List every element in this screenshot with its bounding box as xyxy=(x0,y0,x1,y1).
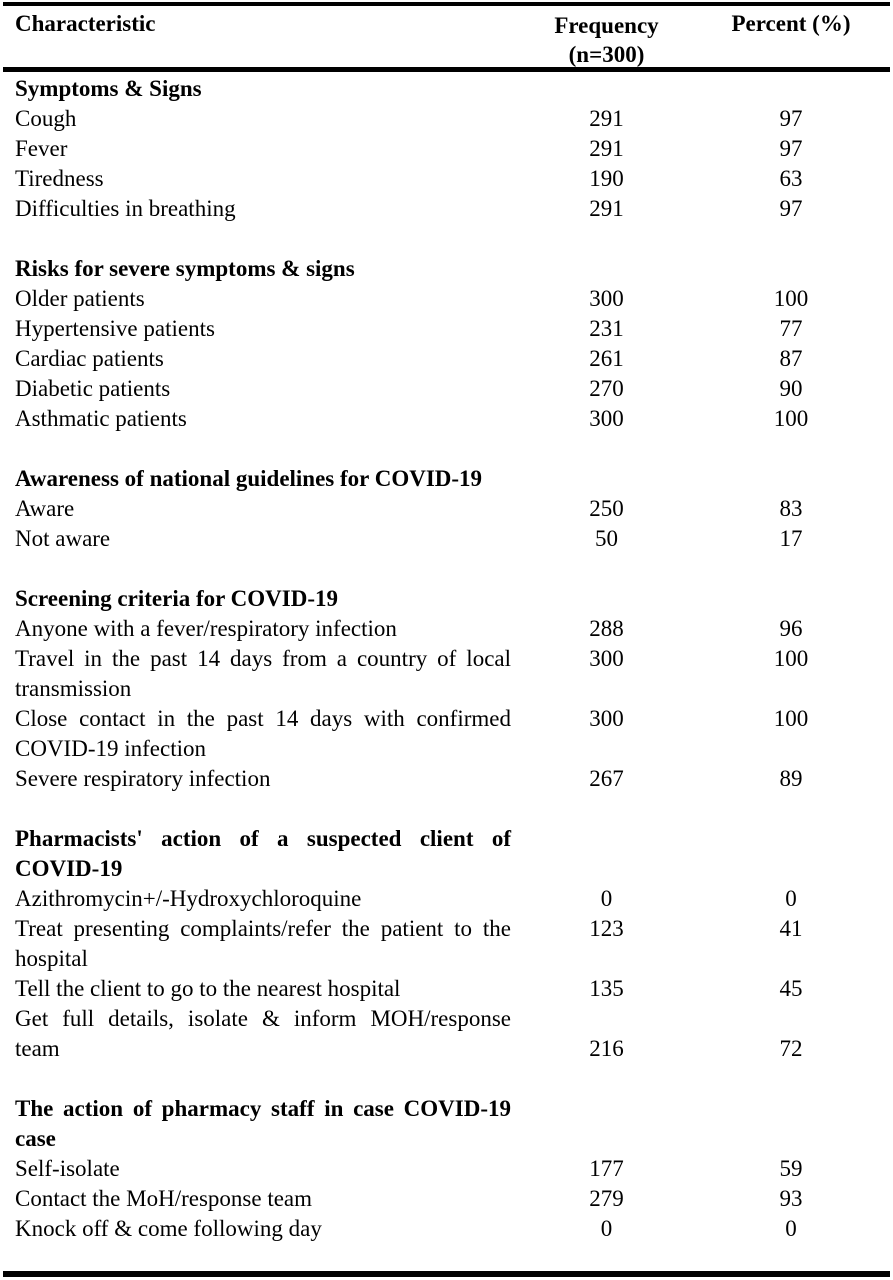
table-row xyxy=(0,404,893,434)
table-section xyxy=(0,1094,893,1244)
row-label: Not aware xyxy=(15,526,111,551)
row-label: Anyone with a fever/respiratory infection xyxy=(15,616,397,641)
column-header-frequency-line2: (n=300) xyxy=(568,42,645,67)
table-header-rule xyxy=(3,67,890,72)
row-label: Severe respiratory infection xyxy=(15,766,271,791)
row-label: Treat presenting complaints/refer the patient to the hospital xyxy=(15,916,511,971)
row-label: Tell the client to go to the nearest hospital xyxy=(15,976,401,1001)
cell-frequency: 123 xyxy=(589,916,624,941)
cell-frequency: 270 xyxy=(589,376,624,401)
table-row xyxy=(0,164,893,194)
table-row xyxy=(0,374,893,404)
table-row xyxy=(0,644,893,704)
row-label: Tiredness xyxy=(15,166,104,191)
cell-frequency: 250 xyxy=(589,496,624,521)
row-label: Contact the MoH/response team xyxy=(15,1186,313,1211)
table-section xyxy=(0,584,893,794)
cell-percent: 77 xyxy=(779,316,803,341)
cell-frequency: 216 xyxy=(589,1036,624,1061)
row-label: Older patients xyxy=(15,286,145,311)
section-heading-row xyxy=(0,824,893,884)
column-header-characteristic: Characteristic xyxy=(15,11,156,36)
cell-frequency: 288 xyxy=(589,616,624,641)
row-label: Hypertensive patients xyxy=(15,316,215,341)
cell-frequency: 300 xyxy=(589,646,624,671)
column-header-frequency xyxy=(540,11,673,69)
table-row xyxy=(0,1154,893,1184)
cell-percent: 59 xyxy=(779,1156,803,1181)
cell-frequency: 0 xyxy=(600,1216,613,1241)
cell-percent: 100 xyxy=(773,706,809,731)
cell-frequency: 177 xyxy=(589,1156,624,1181)
cell-percent: 83 xyxy=(779,496,803,521)
table-section xyxy=(0,74,893,224)
table-row xyxy=(0,914,893,974)
table-row xyxy=(0,344,893,374)
cell-percent: 97 xyxy=(779,106,803,131)
table-section xyxy=(0,254,893,434)
table-section xyxy=(0,464,893,554)
row-label: Travel in the past 14 days from a country of local transmission xyxy=(15,646,511,701)
section-heading: Symptoms & Signs xyxy=(15,76,202,101)
cell-percent: 63 xyxy=(779,166,803,191)
row-label: Fever xyxy=(15,136,68,161)
cell-percent: 100 xyxy=(773,406,809,431)
cell-percent: 0 xyxy=(785,1216,797,1241)
table-top-rule xyxy=(3,2,890,6)
cell-percent: 41 xyxy=(779,916,803,941)
column-header-percent: Percent (%) xyxy=(731,11,851,36)
table-bottom-rule xyxy=(3,1271,890,1277)
cell-frequency: 135 xyxy=(589,976,624,1001)
cell-frequency: 291 xyxy=(589,196,624,221)
table-row xyxy=(0,494,893,524)
section-heading: Risks for severe symptoms & signs xyxy=(15,256,355,281)
row-label: Aware xyxy=(15,496,75,521)
cell-percent: 100 xyxy=(773,286,809,311)
row-label: Cough xyxy=(15,106,77,131)
cell-percent: 0 xyxy=(785,886,797,911)
section-heading-row xyxy=(0,584,893,614)
table-row xyxy=(0,104,893,134)
table-row xyxy=(0,284,893,314)
section-heading: Screening criteria for COVID-19 xyxy=(15,586,338,611)
cell-frequency: 190 xyxy=(589,166,624,191)
table-row xyxy=(0,1184,893,1214)
table-row xyxy=(0,524,893,554)
cell-percent: 96 xyxy=(779,616,803,641)
row-label: Cardiac patients xyxy=(15,346,164,371)
column-header-frequency-line1: Frequency xyxy=(554,13,659,38)
table-row xyxy=(0,194,893,224)
cell-percent: 90 xyxy=(779,376,803,401)
row-label: Difficulties in breathing xyxy=(15,196,236,221)
table-row xyxy=(0,764,893,794)
row-label: Close contact in the past 14 days with confirmed COVID-19 infection xyxy=(15,706,511,761)
row-label: Azithromycin+/-Hydroxychloroquine xyxy=(15,886,362,911)
row-label: Knock off & come following day xyxy=(15,1216,322,1241)
cell-frequency: 50 xyxy=(595,526,618,551)
cell-frequency: 291 xyxy=(589,136,624,161)
cell-percent: 45 xyxy=(779,976,803,1001)
cell-percent: 97 xyxy=(779,136,803,161)
cell-frequency: 291 xyxy=(589,106,624,131)
cell-frequency: 279 xyxy=(589,1186,624,1211)
cell-frequency: 300 xyxy=(589,286,624,311)
table-row xyxy=(0,1214,893,1244)
table-section xyxy=(0,824,893,1064)
table-row xyxy=(0,134,893,164)
table-row xyxy=(0,704,893,764)
table-header xyxy=(0,8,893,66)
section-heading-row xyxy=(0,464,893,494)
section-heading: Pharmacists' action of a suspected client of COVID-19 xyxy=(15,826,511,881)
section-heading: The action of pharmacy staff in case COVID-19 case xyxy=(15,1096,511,1151)
table-row xyxy=(0,614,893,644)
row-label: Self-isolate xyxy=(15,1156,120,1181)
row-label: Get full details, isolate & inform MOH/response team xyxy=(15,1006,511,1061)
cell-frequency: 300 xyxy=(589,706,624,731)
cell-frequency: 0 xyxy=(600,886,613,911)
cell-percent: 87 xyxy=(779,346,803,371)
cell-percent: 97 xyxy=(779,196,803,221)
cell-percent: 72 xyxy=(779,1036,803,1061)
table-row xyxy=(0,884,893,914)
cell-percent: 100 xyxy=(773,646,809,671)
section-heading-row xyxy=(0,254,893,284)
table-row xyxy=(0,314,893,344)
cell-percent: 89 xyxy=(779,766,803,791)
section-heading: Awareness of national guidelines for COVID-19 xyxy=(15,466,483,491)
cell-frequency: 300 xyxy=(589,406,624,431)
section-heading-row xyxy=(0,74,893,104)
section-heading-row xyxy=(0,1094,893,1154)
cell-frequency: 231 xyxy=(589,316,624,341)
cell-frequency: 267 xyxy=(589,766,624,791)
table-body xyxy=(0,74,893,1274)
cell-percent: 17 xyxy=(779,526,803,551)
table-row xyxy=(0,974,893,1004)
row-label: Diabetic patients xyxy=(15,376,171,401)
cell-frequency: 261 xyxy=(589,346,624,371)
cell-percent: 93 xyxy=(779,1186,803,1211)
row-label: Asthmatic patients xyxy=(15,406,187,431)
table-row xyxy=(0,1004,893,1064)
